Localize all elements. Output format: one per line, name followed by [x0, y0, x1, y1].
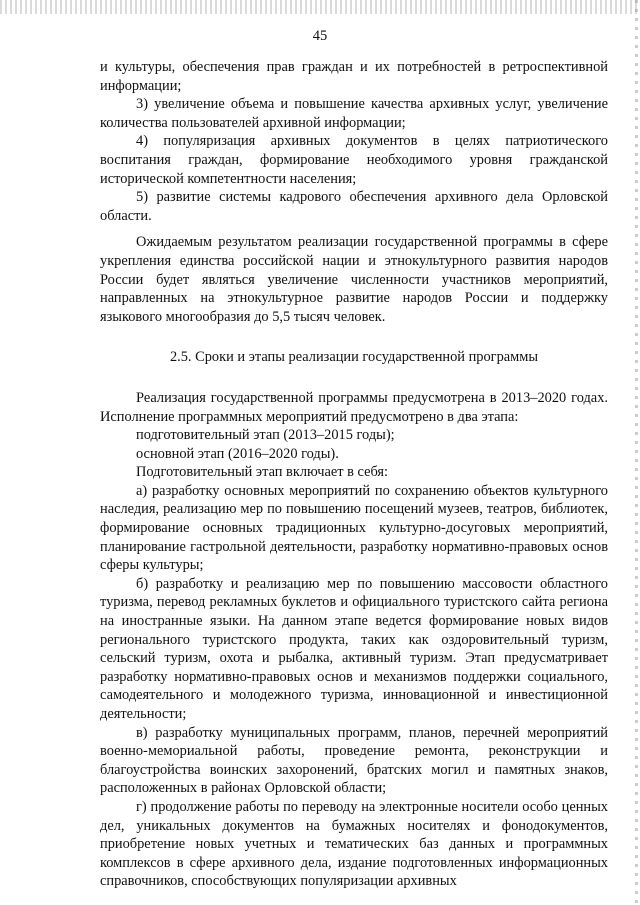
section-heading: 2.5. Сроки и этапы реализации государственной программы	[169, 349, 539, 366]
page-number: 45	[312, 28, 328, 44]
list-item: 4) популяризация архивных документов в целях патриотического воспитания граждан, формирование необходимого уровня гражданской исторической компетентности населения;	[100, 133, 608, 187]
paragraph: Ожидаемым результатом реализации государственной программы в сфере укрепления единства российской нации и этнокультурного развития народов России будет являться увеличение численности участников мероприятий, направленных на этнокультурное развитие народов России и поддержку языкового многообразия до 5,5 тысяч человек.	[100, 234, 608, 325]
paragraph: Реализация государственной программы предусмотрена в 2013–2020 годах. Исполнение программных мероприятий предусмотрено в два этапа:	[100, 389, 608, 425]
list-item: 5) развитие системы кадрового обеспечения архивного дела Орловской области.	[100, 189, 608, 224]
scan-edge-top	[0, 0, 640, 14]
list-item: а) разработку основных мероприятий по сохранению объектов культурного наследия, реализацию мер по повышению посещений музеев, театров, библиотек, формирование основных традиционных культурно-досуговых мероприятий, планирование гастрольной деятельности, разработку нормативно-правовых основ сферы культуры;	[100, 482, 608, 574]
list-item: 3) увеличение объема и повышение качества архивных услуг, увеличение количества пользователей архивной информации;	[100, 96, 608, 131]
paragraph: и культуры, обеспечения прав граждан и их потребностей в ретроспективной информации;	[100, 59, 608, 94]
paragraph: Подготовительный этап включает в себя:	[136, 464, 389, 481]
list-item: в) разработку муниципальных программ, планов, перечней мероприятий военно-мемориальной работы, проведение ремонта, реконструкции и благоустройства воинских захоронений, братских могил и памятных знаков, расположенных в районах Орловской области;	[100, 724, 608, 797]
list-item: основной этап (2016–2020 годы).	[136, 445, 339, 462]
list-item: подготовительный этап (2013–2015 годы);	[136, 427, 395, 444]
scan-edge-right	[635, 0, 638, 905]
document-body	[100, 58, 608, 891]
list-item: б) разработку и реализацию мер по повышению массовости областного туризма, перевод рекламных буклетов и официального туристского сайта региона на иностранные языки. На данном этапе ведется формирование новых видов регионального туристского продукта, таких как оздоровительный туризм, сельский туризм, охота и рыбалка, активный туризм. Этап предусматривает разработку нормативно-правовых основ и механизмов поддержки социального, самодеятельного и молодежного туризма, инновационной и инвестиционной деятельности;	[100, 575, 608, 722]
list-item: г) продолжение работы по переводу на электронные носители особо ценных дел, уникальных документов на бумажных носителях и фонодокументов, приобретение новых учетных и тематических баз данных и программных комплексов в сфере архивного дела, издание подготовленных информационных справочников, способствующих популяризации архивных	[100, 798, 608, 890]
